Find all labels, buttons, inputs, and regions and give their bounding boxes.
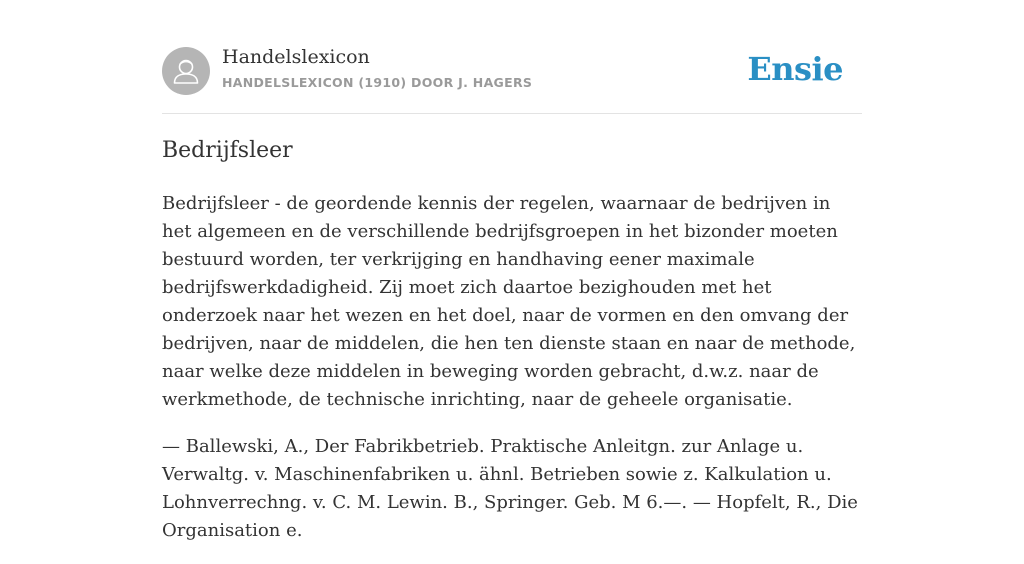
article-title: Bedrijfsleer bbox=[162, 138, 293, 163]
article-paragraph: Bedrijfsleer - de geordende kennis der regelen, waarnaar de bedrijven in het algemeen en de verschillende bedrijfsgroepen in het bizonder moeten bestuurd worden, ter verkrijging en handhaving eener maximale bedrijfswerkdadigheid. Zij moet zich daartoe bezighouden met het onderzoek naar het wezen en het doel, naar de vormen en den omvang der bedrijven, naar de middelen, die hen ten dienste staan en naar de methode, naar welke deze middelen in beweging worden gebracht, d.w.z. naar de werkmethode, de technische inrichting, naar de geheele organisatie. bbox=[162, 193, 856, 410]
source-title[interactable]: Handelslexicon bbox=[222, 46, 370, 68]
article-paragraph: — Ballewski, A., Der Fabrikbetrieb. Praktische Anleitgn. zur Anlage u. Verwaltg. v. Maschinenfabriken u. ähnl. Betrieben sowie z. Kalkulation u. Lohnverrechng. v. C. M. Lewin. B., Springer. Geb. M 6.—. — Hopfelt, R., Die Organisation e. bbox=[162, 436, 858, 541]
source-header bbox=[162, 0, 862, 114]
article-body bbox=[162, 190, 862, 564]
user-icon bbox=[162, 47, 210, 95]
ensie-logo[interactable]: Ensie bbox=[747, 50, 843, 88]
source-avatar[interactable] bbox=[162, 47, 210, 95]
content-column bbox=[162, 0, 862, 541]
source-subtitle[interactable]: HANDELSLEXICON (1910) DOOR J. HAGERS bbox=[222, 75, 533, 90]
